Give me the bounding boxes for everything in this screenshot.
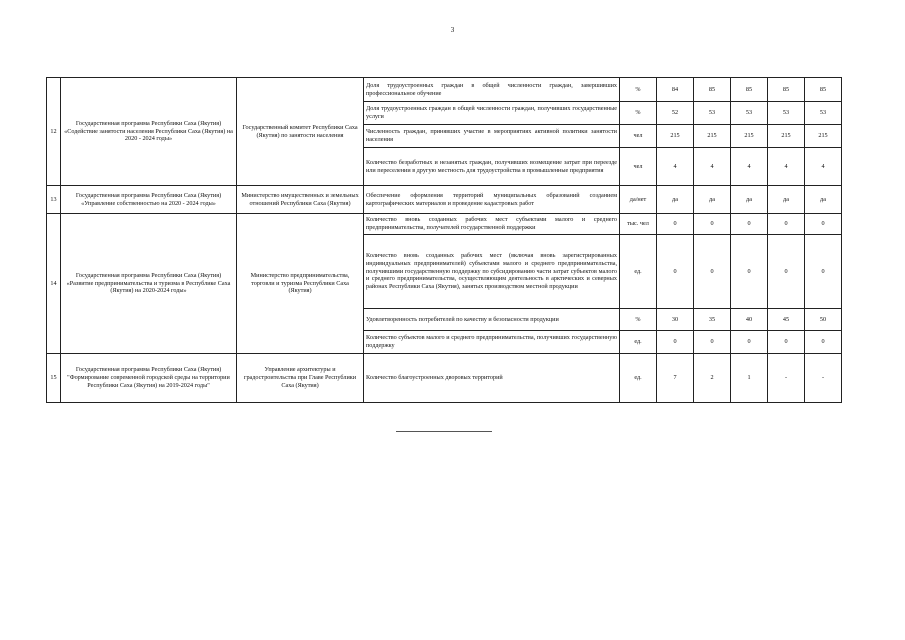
program-name: Государственная программа Республики Саха (Якутия) "Формирование современной городской среды на территории Республики Саха (Якутия) на 2019-2024 годы" bbox=[61, 354, 237, 403]
indicator-value: 45 bbox=[768, 309, 805, 331]
indicator-value: 53 bbox=[731, 102, 768, 125]
indicator-value: - bbox=[805, 354, 842, 403]
indicator-value: 0 bbox=[805, 235, 842, 309]
indicator-text: Количество безработных и незанятых граждан, получивших возмещение затрат при переезде или переселении в другую местность для трудоустройства в промышленные предприятия bbox=[364, 148, 620, 186]
indicator-value: 53 bbox=[694, 102, 731, 125]
indicator-value: 52 bbox=[657, 102, 694, 125]
indicator-value: 40 bbox=[731, 309, 768, 331]
indicator-unit: ед. bbox=[620, 235, 657, 309]
indicator-value: 35 bbox=[694, 309, 731, 331]
indicator-value: 0 bbox=[694, 235, 731, 309]
indicator-value: 215 bbox=[805, 125, 842, 148]
table-row bbox=[47, 214, 842, 235]
row-number: 13 bbox=[47, 186, 61, 214]
indicator-value: да bbox=[805, 186, 842, 214]
indicator-unit: ед. bbox=[620, 331, 657, 354]
indicator-value: 7 bbox=[657, 354, 694, 403]
indicator-value: 0 bbox=[657, 331, 694, 354]
indicator-value: 4 bbox=[805, 148, 842, 186]
indicator-unit: ед. bbox=[620, 354, 657, 403]
indicator-unit: % bbox=[620, 78, 657, 102]
indicator-value: 53 bbox=[768, 102, 805, 125]
indicator-value: 85 bbox=[768, 78, 805, 102]
table-row bbox=[47, 354, 842, 403]
indicator-value: 0 bbox=[731, 331, 768, 354]
indicator-text: Количество вновь созданных рабочих мест субъектами малого и среднего предпринимательства, получателей государственной поддержки bbox=[364, 214, 620, 235]
indicator-text: Количество вновь созданных рабочих мест (включая вновь зарегистрированных индивидуальных предпринимателей) субъектами малого и среднего предпринимательства, получившими государственную поддержку по субсидированию части затрат субъектов малого и среднего предпринимательства, осуществляющим деятельность в арктических и северных районах Республики Саха (Якутия), занятых производством местной продукции bbox=[364, 235, 620, 309]
indicator-value: да bbox=[731, 186, 768, 214]
indicator-value: 53 bbox=[805, 102, 842, 125]
indicator-value: 4 bbox=[768, 148, 805, 186]
footer-divider bbox=[396, 431, 492, 432]
indicator-value: - bbox=[768, 354, 805, 403]
indicator-value: 84 bbox=[657, 78, 694, 102]
indicator-value: 0 bbox=[768, 214, 805, 235]
indicator-unit: чел bbox=[620, 125, 657, 148]
row-number: 14 bbox=[47, 214, 61, 354]
indicator-text: Количество благоустроенных дворовых территорий bbox=[364, 354, 620, 403]
row-number: 12 bbox=[47, 78, 61, 186]
indicator-value: 1 bbox=[731, 354, 768, 403]
indicator-value: 0 bbox=[805, 214, 842, 235]
indicator-value: 85 bbox=[731, 78, 768, 102]
indicator-value: 0 bbox=[768, 331, 805, 354]
indicator-text: Доля трудоустроенных граждан в общей численности граждан, получивших государственные услуги bbox=[364, 102, 620, 125]
indicator-value: 0 bbox=[657, 235, 694, 309]
indicator-value: 85 bbox=[805, 78, 842, 102]
indicator-value: 30 bbox=[657, 309, 694, 331]
indicator-value: 0 bbox=[657, 214, 694, 235]
executor-name: Государственный комитет Республики Саха (Якутия) по занятости населения bbox=[237, 78, 364, 186]
table-row bbox=[47, 78, 842, 102]
executor-name: Министерство имущественных и земельных отношений Республики Саха (Якутия) bbox=[237, 186, 364, 214]
indicator-value: 85 bbox=[694, 78, 731, 102]
indicator-unit: % bbox=[620, 102, 657, 125]
table-row bbox=[47, 186, 842, 214]
indicator-value: да bbox=[768, 186, 805, 214]
indicator-value: 2 bbox=[694, 354, 731, 403]
indicator-value: 0 bbox=[731, 214, 768, 235]
executor-name: Управление архитектуры и градостроительства при Главе Республики Саха (Якутия) bbox=[237, 354, 364, 403]
indicator-text: Обеспечение оформления территорий муниципальных образований созданием картографических материалов и проведение кадастровых работ bbox=[364, 186, 620, 214]
program-name: Государственная программа Республики Саха (Якутия) «Развитие предпринимательства и туризма в Республике Саха (Якутия) на 2020-2024 годы» bbox=[61, 214, 237, 354]
indicator-unit: % bbox=[620, 309, 657, 331]
indicator-value: 4 bbox=[657, 148, 694, 186]
program-name: Государственная программа Республики Саха (Якутия) «Содействие занятости населения Республики Саха (Якутия) на 2020 - 2024 годы» bbox=[61, 78, 237, 186]
table-body bbox=[47, 78, 842, 403]
row-number: 15 bbox=[47, 354, 61, 403]
indicator-text: Количество субъектов малого и среднего предпринимательства, получивших государственную поддержку bbox=[364, 331, 620, 354]
indicator-value: 0 bbox=[805, 331, 842, 354]
programs-table bbox=[46, 77, 842, 403]
indicator-value: 0 bbox=[694, 214, 731, 235]
indicator-value: да bbox=[657, 186, 694, 214]
indicator-value: 0 bbox=[731, 235, 768, 309]
indicator-value: 4 bbox=[694, 148, 731, 186]
indicator-value: 215 bbox=[694, 125, 731, 148]
executor-name: Министерство предпринимательства, торговли и туризма Республики Саха (Якутия) bbox=[237, 214, 364, 354]
page-number: 3 bbox=[450, 26, 455, 34]
program-name: Государственная программа Республики Саха (Якутия) «Управление собственностью на 2020 - 2024 годы» bbox=[61, 186, 237, 214]
indicator-text: Удовлетворенность потребителей по качеству и безопасности продукции bbox=[364, 309, 620, 331]
indicator-value: 215 bbox=[768, 125, 805, 148]
indicator-text: Доля трудоустроенных граждан в общей численности граждан, завершивших профессиональное обучение bbox=[364, 78, 620, 102]
indicator-value: 215 bbox=[731, 125, 768, 148]
indicator-value: 4 bbox=[731, 148, 768, 186]
indicator-text: Численность граждан, принявших участие в мероприятиях активной политики занятости населения bbox=[364, 125, 620, 148]
indicator-value: 215 bbox=[657, 125, 694, 148]
indicator-value: 50 bbox=[805, 309, 842, 331]
indicator-unit: тыс. чел bbox=[620, 214, 657, 235]
indicator-value: да bbox=[694, 186, 731, 214]
indicator-unit: чел bbox=[620, 148, 657, 186]
indicator-value: 0 bbox=[768, 235, 805, 309]
indicator-unit: да/нет bbox=[620, 186, 657, 214]
indicator-value: 0 bbox=[694, 331, 731, 354]
